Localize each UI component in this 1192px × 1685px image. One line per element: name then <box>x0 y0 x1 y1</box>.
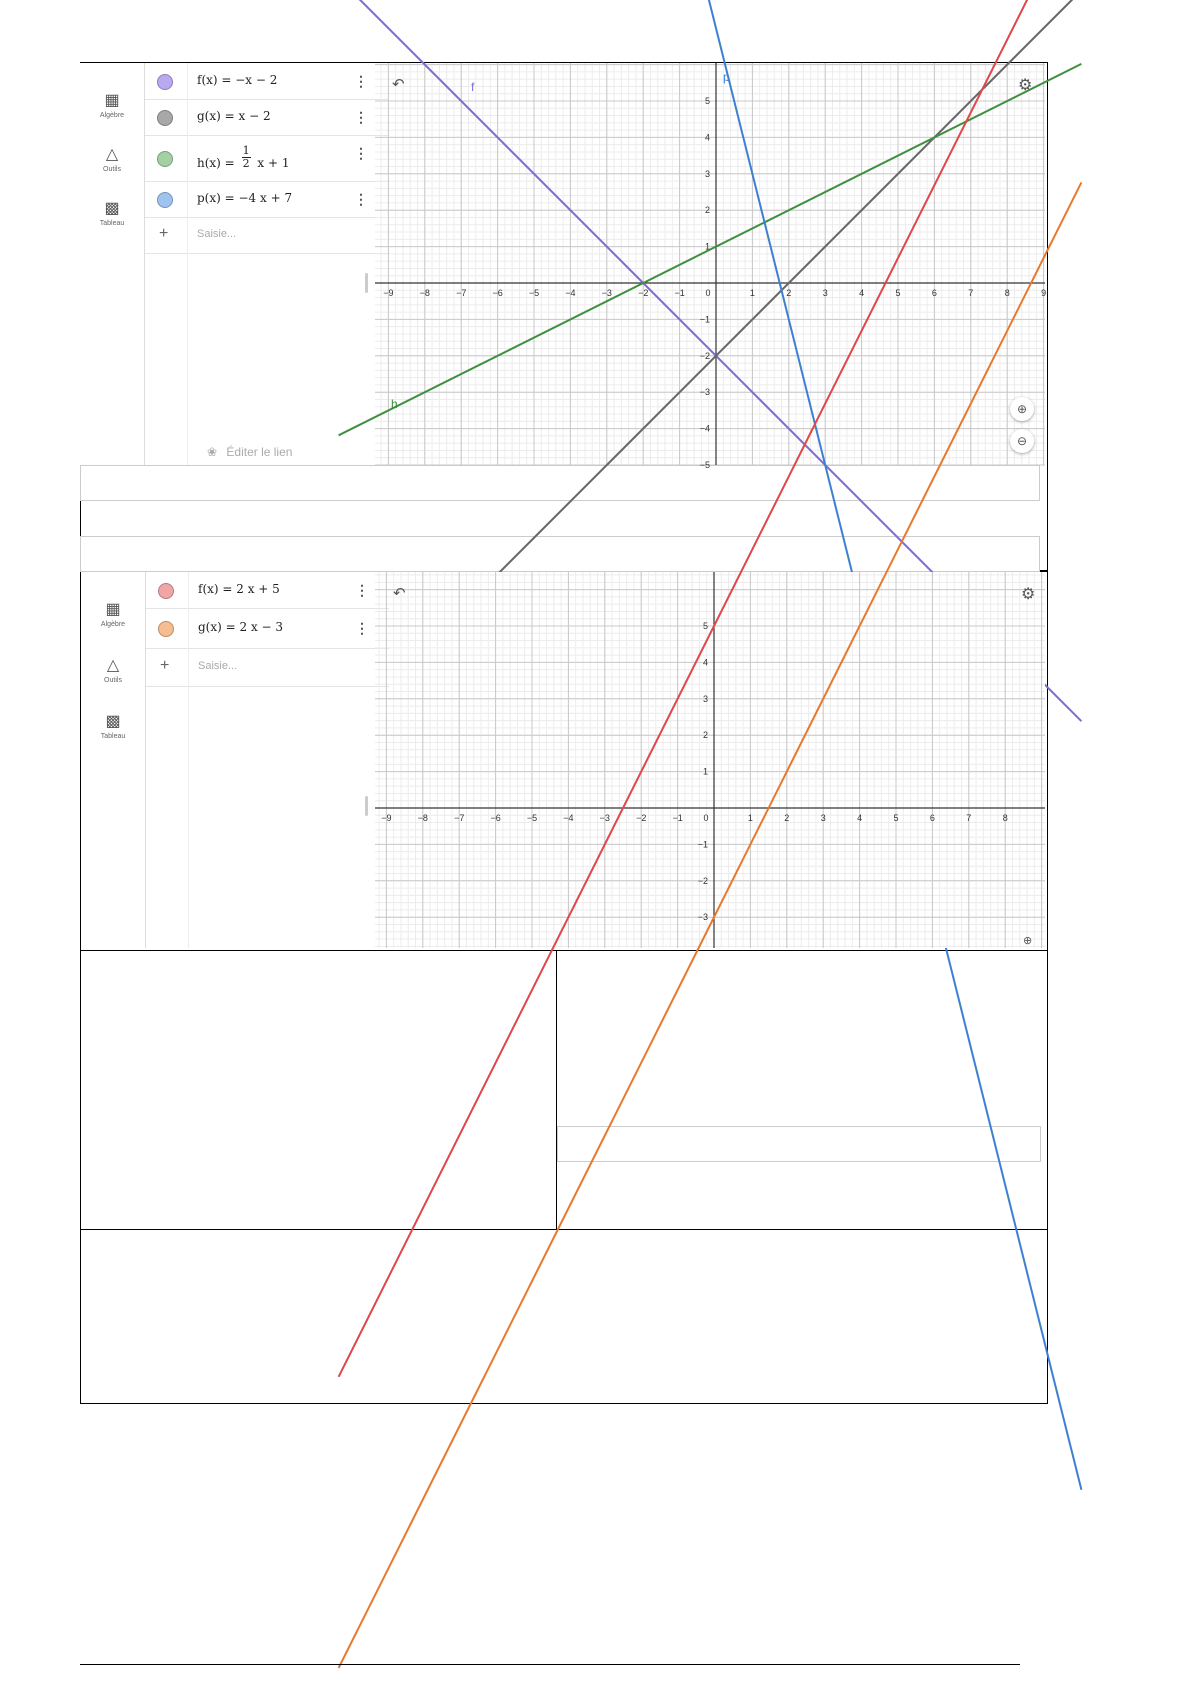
worksheet-frame-divider-2 <box>80 950 1048 951</box>
x-tick-label: 7 <box>966 813 972 823</box>
sidebar-item-tools[interactable] <box>81 658 145 684</box>
y-tick-label: 1 <box>704 241 710 252</box>
zoom-out-button[interactable]: ⊖ <box>1010 429 1034 453</box>
function-expression-h[interactable] <box>197 145 289 170</box>
sidebar-item-label: Tableau <box>99 220 125 227</box>
plus-icon[interactable]: + <box>160 657 170 674</box>
sidebar-item-algebra[interactable] <box>81 602 145 628</box>
expr-prefix: h(x) = <box>197 156 235 170</box>
row-separator <box>188 648 189 686</box>
y-tick-label: 2 <box>704 205 710 216</box>
algebra-row-g[interactable] <box>145 99 388 136</box>
algebra-row-f[interactable] <box>145 63 388 100</box>
more-options-icon[interactable]: ⋮ <box>354 109 368 125</box>
tools-shapes-icon: △ <box>105 146 119 163</box>
x-tick-label: 9 <box>1041 288 1047 298</box>
x-tick-label: −7 <box>456 288 467 298</box>
answer-box-1[interactable] <box>80 465 1040 501</box>
sidebar-item-label: Tableau <box>100 733 126 740</box>
x-tick-label: 1 <box>747 813 753 823</box>
function-expression-f[interactable]: f(x) = −x − 2 <box>197 73 278 87</box>
x-tick-label: −1 <box>674 288 685 298</box>
x-tick-label: −5 <box>526 813 538 823</box>
y-tick-label: −1 <box>699 314 710 325</box>
row-separator <box>187 135 188 181</box>
applet2-sidebar <box>81 572 145 948</box>
x-tick-label: 1 <box>749 288 755 298</box>
algebra-left-rule <box>188 686 189 948</box>
visibility-toggle-g[interactable] <box>157 110 173 126</box>
y-tick-label: −3 <box>699 387 710 398</box>
function-expression-g[interactable]: g(x) = x − 2 <box>197 109 271 123</box>
sidebar-item-label: Outils <box>103 166 121 173</box>
x-tick-label: −6 <box>492 288 503 298</box>
x-tick-label: −3 <box>601 288 612 298</box>
more-options-icon[interactable]: ⋮ <box>354 145 368 161</box>
x-tick-label: −6 <box>490 813 501 823</box>
y-tick-label: 3 <box>704 168 710 179</box>
calculator-icon: ▦ <box>105 601 121 618</box>
x-tick-label: −1 <box>672 813 683 823</box>
x-tick-label: 8 <box>1004 288 1010 298</box>
algebra-left-rule <box>187 253 188 465</box>
visibility-toggle-g[interactable] <box>158 621 174 637</box>
y-tick-label: 2 <box>702 730 708 741</box>
y-tick-label: −3 <box>697 912 708 923</box>
calculator-icon: ▦ <box>104 92 120 109</box>
x-tick-label: 5 <box>893 813 899 823</box>
fraction-numerator: 1 <box>242 144 250 157</box>
geogebra-applet-1[interactable] <box>80 63 1047 470</box>
undo-icon[interactable]: ↶ <box>392 76 405 93</box>
x-tick-label: 8 <box>1002 813 1008 823</box>
x-tick-label: −3 <box>599 813 610 823</box>
curve-h[interactable] <box>339 64 1082 435</box>
x-tick-label: 6 <box>929 813 935 823</box>
x-tick-label: −7 <box>454 813 465 823</box>
fraction <box>242 145 251 170</box>
y-tick-label: 1 <box>702 766 708 777</box>
worksheet-frame-bottom <box>80 1229 1048 1404</box>
algebra-row-f[interactable] <box>146 572 389 609</box>
x-tick-label: −4 <box>563 813 574 823</box>
applet1-algebra-view <box>144 63 388 465</box>
fraction-denominator: 2 <box>242 157 250 170</box>
algebra-input[interactable]: Saisie... <box>197 228 237 240</box>
x-tick-label: −8 <box>417 813 428 823</box>
link-icon: ❀ <box>207 445 218 459</box>
sidebar-item-label: Outils <box>104 677 122 684</box>
x-tick-label: 0 <box>705 288 711 298</box>
x-tick-label: 6 <box>931 288 937 298</box>
algebra-input-row[interactable] <box>145 217 388 254</box>
answer-box-3[interactable] <box>557 1126 1041 1162</box>
algebra-row-g[interactable] <box>146 608 389 649</box>
visibility-toggle-f[interactable] <box>157 74 173 90</box>
y-tick-label: 4 <box>702 657 708 668</box>
sidebar-item-tools[interactable] <box>80 147 144 173</box>
settings-gear-icon[interactable]: ⚙ <box>1018 77 1033 94</box>
panel-resize-handle[interactable] <box>365 796 368 816</box>
x-tick-label: −9 <box>381 813 392 823</box>
edit-link-label: Éditer le lien <box>226 445 293 459</box>
algebra-row-p[interactable] <box>145 181 388 218</box>
y-tick-label: 5 <box>704 96 710 106</box>
worksheet-frame-center-divider <box>556 950 557 1230</box>
y-tick-label: 3 <box>702 693 708 704</box>
curve-label-f: f <box>471 80 475 94</box>
x-tick-label: 0 <box>703 813 709 823</box>
x-tick-label: −5 <box>528 288 540 298</box>
geogebra-applet-2[interactable] <box>81 572 1045 948</box>
x-tick-label: −4 <box>565 288 576 298</box>
function-expression-f[interactable]: f(x) = 2 x + 5 <box>198 582 280 596</box>
worksheet-frame-mid-right-border <box>1047 570 1048 1230</box>
x-tick-label: 3 <box>822 288 828 298</box>
row-separator <box>187 63 188 99</box>
row-separator <box>187 217 188 253</box>
plus-icon[interactable]: + <box>159 225 169 242</box>
function-expression-g[interactable]: g(x) = 2 x − 3 <box>198 620 284 634</box>
y-tick-label: −5 <box>699 460 710 470</box>
table-icon: ▩ <box>104 200 120 217</box>
x-tick-label: −8 <box>419 288 430 298</box>
sidebar-item-table[interactable] <box>80 201 144 227</box>
more-options-icon[interactable]: ⋮ <box>354 191 368 207</box>
sidebar-item-label: Algèbre <box>99 112 125 119</box>
sidebar-item-label: Algèbre <box>100 621 126 628</box>
row-separator <box>187 181 188 217</box>
more-options-icon[interactable]: ⋮ <box>354 73 368 89</box>
function-expression-p[interactable]: p(x) = −4 x + 7 <box>197 191 293 205</box>
y-tick-label: 5 <box>702 621 708 631</box>
visibility-toggle-h[interactable] <box>157 151 173 167</box>
row-separator <box>188 608 189 648</box>
x-tick-label: −9 <box>383 288 394 298</box>
y-tick-label: −1 <box>697 839 708 850</box>
visibility-toggle-f[interactable] <box>158 583 174 599</box>
table-icon: ▩ <box>105 713 121 730</box>
x-tick-label: 4 <box>857 813 863 823</box>
undo-icon[interactable]: ↶ <box>393 585 406 602</box>
x-tick-label: −2 <box>636 813 647 823</box>
algebra-row-h[interactable] <box>145 135 388 182</box>
more-options-icon[interactable]: ⋮ <box>355 582 369 598</box>
x-tick-label: 3 <box>820 813 826 823</box>
y-tick-label: −2 <box>697 875 708 886</box>
curve-label-p: p <box>723 70 730 84</box>
expr-suffix: x + 1 <box>257 156 290 170</box>
algebra-input[interactable]: Saisie... <box>198 660 238 672</box>
applet2-algebra-view <box>145 572 392 948</box>
curve-label-h: h <box>391 397 398 411</box>
applet2-graphics-view[interactable] <box>375 572 1045 948</box>
panel-resize-handle[interactable] <box>365 273 368 293</box>
sidebar-item-algebra[interactable] <box>80 93 144 119</box>
x-tick-label: −2 <box>638 288 649 298</box>
x-tick-label: 2 <box>786 288 792 298</box>
applet1-sidebar <box>80 63 144 465</box>
zoom-in-icon[interactable]: ⊕ <box>1023 935 1033 947</box>
sidebar-item-table[interactable] <box>81 714 145 740</box>
edit-link[interactable] <box>207 445 292 459</box>
page-footer-rule <box>80 1664 1020 1665</box>
row-separator <box>187 99 188 135</box>
x-tick-label: 2 <box>784 813 790 823</box>
algebra-input-row[interactable] <box>146 648 389 687</box>
row-separator <box>188 572 189 608</box>
more-options-icon[interactable]: ⋮ <box>355 620 369 636</box>
x-tick-label: 4 <box>859 288 865 298</box>
tools-shapes-icon: △ <box>106 657 120 674</box>
y-tick-label: −2 <box>699 350 710 361</box>
y-tick-label: −4 <box>699 423 710 434</box>
y-tick-label: 4 <box>704 132 710 143</box>
visibility-toggle-p[interactable] <box>157 192 173 208</box>
x-tick-label: 5 <box>895 288 901 298</box>
settings-gear-icon[interactable]: ⚙ <box>1021 586 1036 603</box>
zoom-in-button[interactable]: ⊕ <box>1010 397 1034 421</box>
x-tick-label: 7 <box>968 288 974 298</box>
applet1-graphics-view[interactable] <box>375 63 1047 470</box>
